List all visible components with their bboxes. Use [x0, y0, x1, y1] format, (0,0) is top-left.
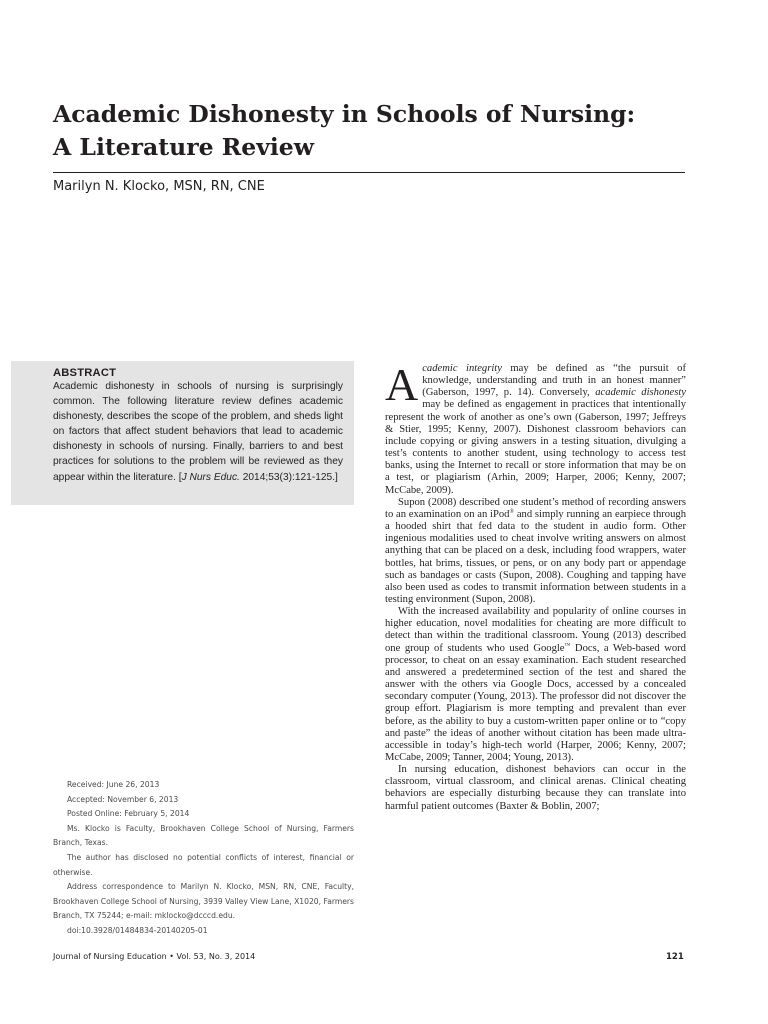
abstract-heading: ABSTRACT: [53, 367, 117, 379]
body-paragraph-4: In nursing education, dishonest behaviors can occur in the classroom, virtual classroom, and clinical arenas. Clinical cheating behaviors are especially disturbing because they can translate into harmful patient outcomes (Baxter & Boblin, 2007;: [385, 764, 686, 812]
abstract-citation-journal: J Nurs Educ.: [181, 471, 240, 483]
received-date: Received: June 26, 2013: [67, 780, 160, 789]
journal-name: Journal of Nursing Education: [53, 952, 167, 961]
article-notes: [53, 778, 354, 939]
disclosure-note: The author has disclosed no potential conflicts of interest, financial or otherwise.: [53, 852, 354, 877]
correspondence-address: Address correspondence to Marilyn N. Klocko, MSN, RN, CNE, Faculty, Brookhaven College School of Nursing, 3939 Valley View Lane, X1020, Farmers Branch, TX 75244; e-mail: mklocko@dcccd.edu.: [53, 882, 354, 921]
body-paragraph-2: Supon (2008) described one student’s method of recording answers to an examination on an iPod® and simply running an earpiece through a hooded shirt that fed data to the student in audio form. Other ingenious modalities used to cheat involve writing answers on almost anything that can be placed on a desk, including food wrappers, water bottles, hat brims, tissues, or pens, or on any body part or appendage such as bandages or casts (Supon, 2008). Coughing and tapping have also been used as codes to transmit information between students in a testing environment (Supon, 2008).: [385, 496, 686, 605]
author-byline: Marilyn N. Klocko, MSN, RN, CNE: [53, 179, 265, 194]
body-paragraph-1: Academic integrity may be defined as “the pursuit of knowledge, understanding and truth in an honest manner” (Gaberson, 1997, p. 14). Conversely, academic dishonesty may be defined as engagement in practices that intentionally represent the work of another as one’s own (Gaberson, 1997; Jeffreys & Stier, 1995; Kenny, 2007). Dishonest classroom behaviors can include copying or giving answers in a testing situation, divulging a test’s contents to another student, using technology to access test banks, using the Internet to recall or store information that may be on a test, or plagiarism (Arhin, 2009; Harper, 2006; Kenny, 2007; McCabe, 2009).: [385, 359, 687, 496]
author-affiliation: Ms. Klocko is Faculty, Brookhaven College School of Nursing, Farmers Branch, Texas.: [53, 823, 354, 848]
trademark-mark: ™: [564, 642, 571, 649]
title-line-2: A Literature Review: [53, 133, 314, 161]
volume-info: Vol. 53, No. 3, 2014: [176, 952, 256, 961]
accepted-date: Accepted: November 6, 2013: [67, 794, 179, 804]
term-academic-integrity: cademic integrity: [422, 363, 502, 374]
article-title: [53, 98, 733, 164]
page-footer: [53, 952, 255, 961]
title-divider: [53, 172, 685, 173]
abstract-body: Academic dishonesty in schools of nursing is surprisingly common. The following literature review defines academic dishonesty, describes the scope of the problem, and sheds light on factors that affect student behaviors that lead to academic dishonesty in schools of nursing. Finally, barriers to and best practices for solutions to the problem will be reviewed as they appear within the literature. [: [53, 381, 343, 483]
term-academic-dishonesty: academic dishonesty: [595, 387, 687, 399]
posted-date: Posted Online: February 5, 2014: [67, 809, 190, 819]
page-number: 121: [666, 952, 684, 962]
drop-cap: A: [385, 359, 419, 410]
doi-link[interactable]: doi:10.3928/01484834-20140205-01: [67, 925, 208, 935]
footer-bullet: •: [166, 952, 177, 961]
body-column: [385, 359, 687, 813]
registered-mark: ®: [509, 508, 515, 515]
abstract-text: [53, 379, 343, 485]
abstract-citation-rest: 2014;53(3):121-125.]: [239, 471, 338, 483]
title-line-1: Academic Dishonesty in Schools of Nursing:: [53, 100, 636, 128]
body-paragraph-3: With the increased availability and popularity of online courses in higher education, novel modalities for cheating are more difficult to detect than within the traditional classroom. Young (2013) described one group of students who used Google™ Docs, a Web-based word processor, to cheat on an essay examination. Each student researched and answered a predetermined section of the test and shared the answer with the others via Google Docs, accessed by a concealed secondary computer (Young, 2013). The professor did not discover the group effort. Plagiarism is more tempting and prevalent than ever before, as the ability to buy a custom-written paper online or to “copy and paste” the ideas of another without citation has been made ultra-accessible in today’s high-tech world (Harper, 2006; Kenny, 2007; McCabe, 2009; Tanner, 2004; Young, 2013).: [385, 606, 686, 763]
